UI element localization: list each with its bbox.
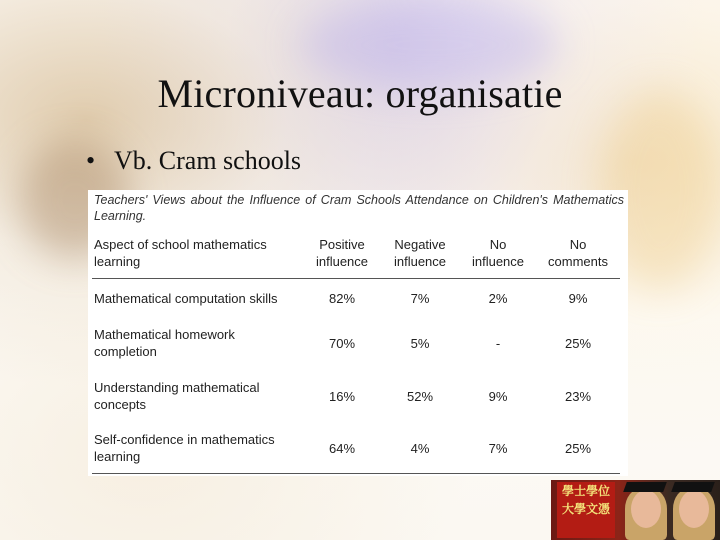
cell-no-influence: - [495,336,501,351]
cell-positive: 64% [328,441,356,456]
row-label: Understanding mathematical concepts [94,380,260,412]
cell-positive: 82% [328,291,356,306]
table-row [88,326,628,376]
cell-no-influence: 7% [488,441,508,456]
column-header-aspect: Aspect of school mathematics learning [94,237,267,269]
cell-negative: 7% [410,291,430,306]
table-caption: Teachers' Views about the Influence of Cram Schools Attendance on Children's Mathematics Learning. [94,193,624,223]
column-header-negative: Negative influence [393,237,447,269]
cell-no-influence: 2% [488,291,508,306]
column-header-no-comments: No comments [548,237,608,269]
bullet-item [86,146,301,176]
graduation-cap-icon [671,482,715,492]
graduation-photo [551,480,720,540]
table-bottom-rule [92,473,620,474]
face-shape [679,490,709,528]
row-label: Self-confidence in mathematics learning [94,432,275,464]
cell-no-comments: 9% [568,291,588,306]
photo-sign: 學士學位 大學文憑 [557,482,615,538]
column-header-positive: Positive influence [315,237,369,269]
cell-negative: 52% [406,389,434,404]
cell-no-comments: 25% [564,336,592,351]
cell-negative: 4% [410,441,430,456]
table-row [88,379,628,429]
cell-positive: 16% [328,389,356,404]
cell-positive: 70% [328,336,356,351]
face-shape [631,490,661,528]
column-header-no-influence: No influence [471,237,525,269]
graduation-cap-icon [623,482,667,492]
row-label: Mathematical homework completion [94,327,235,359]
cell-no-influence: 9% [488,389,508,404]
bullet-text: Vb. Cram schools [114,146,302,175]
bullet-icon: • [86,146,96,175]
cell-no-comments: 25% [564,441,592,456]
cell-no-comments: 23% [564,389,592,404]
cell-negative: 5% [410,336,430,351]
data-table [88,190,628,476]
row-label: Mathematical computation skills [94,291,278,306]
slide-title: Microniveau: organisatie [157,71,563,116]
header-divider [92,278,620,279]
